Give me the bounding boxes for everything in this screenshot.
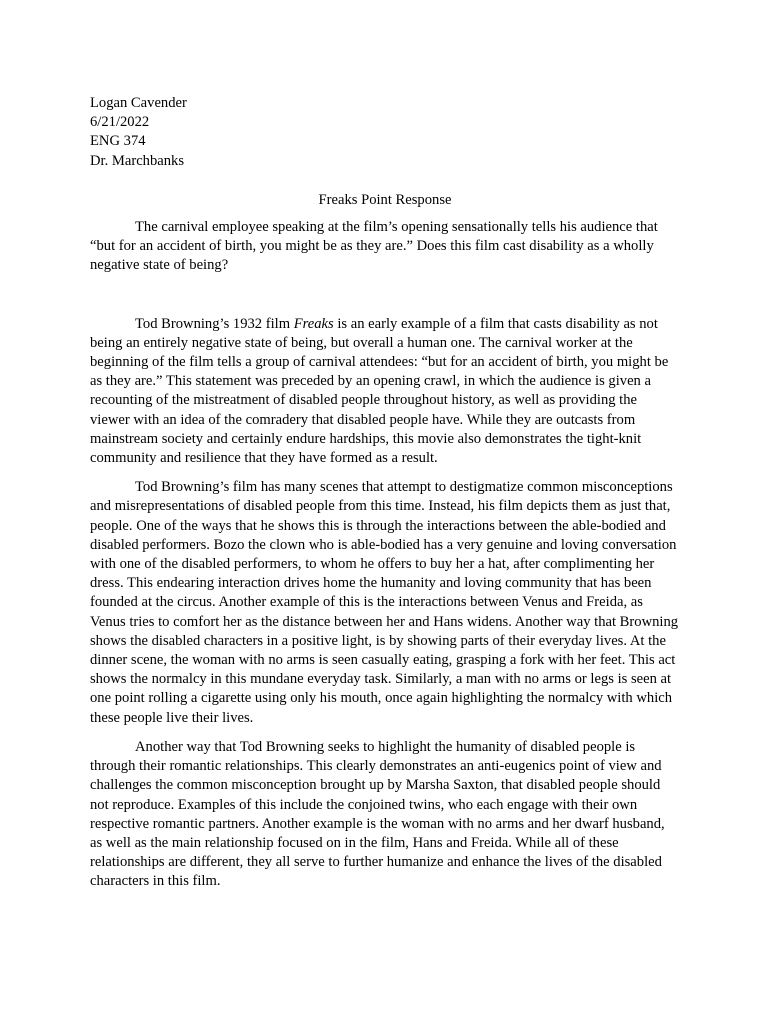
- film-title-italic: Freaks: [293, 315, 334, 332]
- paragraph-1-lead: Tod Browning’s 1932 film: [135, 315, 294, 332]
- instructor-name: Dr. Marchbanks: [90, 152, 185, 169]
- header-block: [90, 94, 680, 171]
- course-code: ENG 374: [90, 133, 146, 150]
- document-title: Freaks Point Response: [318, 191, 452, 208]
- body-paragraph-1: [90, 315, 680, 469]
- paragraph-1-rest: is an early example of a film that casts disability as not being an entirely negative state of being, but overall a human one. The carnival worker at the beginning of the film tells a group of carnival attendees: “but for an accident of birth, you might be as they are.” This statement was preceded by an opening crawl, in which the audience is given a recounting of the mistreatment of disabled people throughout history, as well as providing the viewer with an idea of the comradery that disabled people have. While they are outcasts from mainstream society and certainly endure hardships, this movie also demonstrates the tight-knit community and resilience that they have formed as a result.: [90, 315, 669, 467]
- document-page: [90, 94, 680, 902]
- body-paragraph-2: Tod Browning’s film has many scenes that attempt to destigmatize common misconceptions and misrepresentations of disabled people from this time. Instead, his film depicts them as just that, people. One of the ways that he shows this is through the interactions between the able-bodied and disabled performers. Bozo the clown who is able-bodied has a very genuine and loving conversation with one of the disabled performers, to whom he offers to buy her a hat, after complimenting her dress. This endearing interaction drives home the humanity and loving community that has been founded at the circus. Another example of this is the interactions between Venus and Freida, as Venus tries to comfort her as the distance between her and Hans widens. Another way that Browning shows the disabled characters in a positive light, is by showing parts of their everyday lives. At the dinner scene, the woman with no arms is seen casually eating, grasping a fork with her feet. This act shows the normalcy in this mundane everyday task. Similarly, a man with no arms or legs is seen at one point rolling a cigarette using only his mouth, once again highlighting the normalcy with which these people live their lives.: [90, 479, 679, 726]
- author-name: Logan Cavender: [90, 95, 187, 111]
- date: 6/21/2022: [90, 114, 150, 131]
- prompt-paragraph: The carnival employee speaking at the film’s opening sensationally tells his audience that “but for an accident of birth, you might be as they are.” Does this film cast disability as a wholly negative state of being?: [90, 219, 658, 274]
- body-paragraph-3: Another way that Tod Browning seeks to highlight the humanity of disabled people is through their romantic relationships. This clearly demonstrates an anti-eugenics point of view and challenges the common misconception brought up by Marsha Saxton, that disabled people should not reproduce. Examples of this include the conjoined twins, who each engage with their own respective romantic partners. Another example is the woman with no arms and her dwarf husband, as well as the main relationship focused on in the film, Hans and Freida. While all of these relationships are different, they all serve to further humanize and enhance the lives of the disabled characters in this film.: [90, 738, 665, 890]
